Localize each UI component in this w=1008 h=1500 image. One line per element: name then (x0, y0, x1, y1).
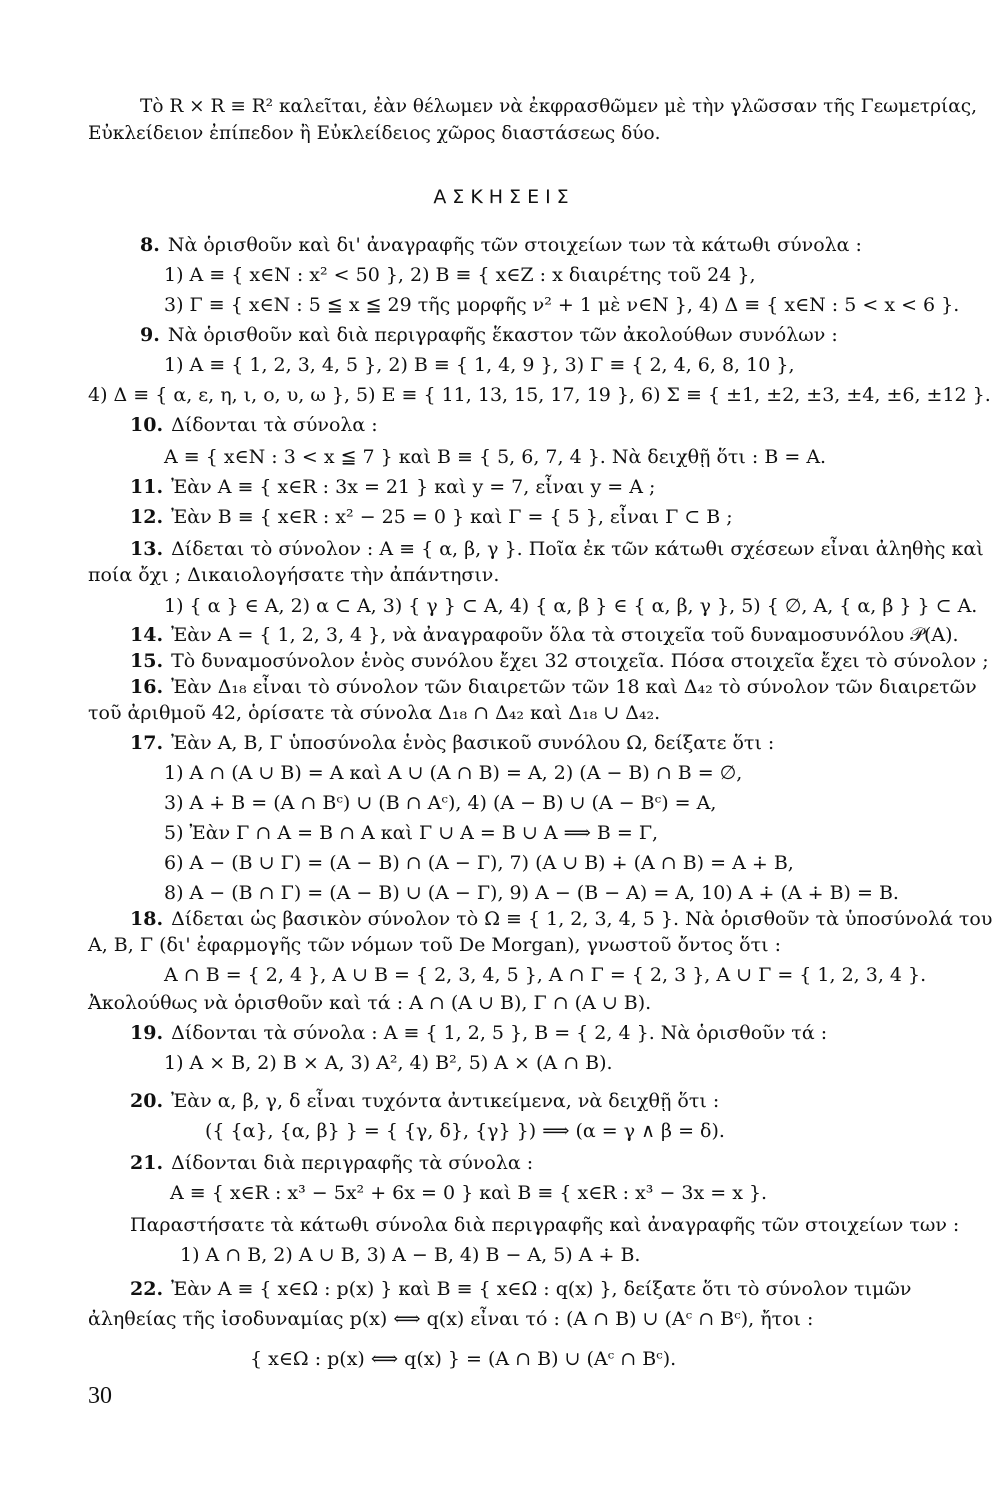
exercise-text: Τὸ δυναμοσύνολον ἑνὸς συνόλου ἔχει 32 στοιχεῖα. Πόσα στοιχεῖα ἔχει τὸ σύνολον ; (171, 650, 989, 672)
exercise-text: Δίδονται διὰ περιγραφῆς τὰ σύνολα : (171, 1152, 534, 1174)
exercise-text: 3) Γ ≡ { x∈N : 5 ≦ x ≦ 29 τῆς μορφῆς ν² + 1 μὲ ν∈N }, 4) Δ ≡ { x∈N : 5 < x < 6 }. (164, 294, 960, 316)
exercise-text: A ∩ B = { 2, 4 }, A ∪ B = { 2, 3, 4, 5 }, A ∩ Γ = { 2, 3 }, A ∪ Γ = { 1, 2, 3, 4 }. (164, 964, 927, 986)
exercise-number: 20. (130, 1090, 164, 1112)
exercise-line (250, 1346, 676, 1372)
exercise-text: 1) A ≡ { x∈N : x² < 50 }, 2) B ≡ { x∈Z : x διαιρέτης τοῦ 24 }, (164, 264, 756, 286)
exercise-text: Ἐὰν A ≡ { x∈R : 3x = 21 } καὶ y = 7, εἶναι y = A ; (171, 476, 656, 498)
intro-line-2: Εὐκλείδειον ἐπίπεδον ἢ Εὐκλείδειος χῶρος διαστάσεως δύο. (88, 123, 661, 144)
exercise-number: 16. (130, 676, 164, 698)
section-heading: ΑΣΚΗΣΕΙΣ (433, 186, 575, 208)
exercise-number: 10. (130, 414, 164, 436)
exercise-line (88, 562, 499, 588)
exercise-text: Νὰ ὁρισθοῦν καὶ δι' ἀναγραφῆς τῶν στοιχείων των τὰ κάτωθι σύνολα : (167, 234, 862, 256)
exercise-text: Ἐὰν B ≡ { x∈R : x² − 25 = 0 } καὶ Γ = { 5 }, εἶναι Γ ⊂ B ; (171, 506, 733, 528)
exercise-text: ({ {α}, {α, β} } = { {γ, δ}, {γ} }) ⟹ (α = γ ∧ β = δ). (205, 1120, 725, 1142)
exercise-line (180, 1242, 640, 1268)
exercise-line (130, 412, 378, 438)
exercise-text: Δίδονται τὰ σύνολα : A ≡ { 1, 2, 5 }, B = { 2, 4 }. Νὰ ὁρισθοῦν τά : (171, 1022, 828, 1044)
exercise-text: A ≡ { x∈R : x³ − 5x² + 6x = 0 } καὶ B ≡ { x∈R : x³ − 3x = x }. (170, 1182, 768, 1204)
exercise-line (130, 1150, 533, 1176)
exercise-text: 1) A ∩ B, 2) A ∪ B, 3) A − B, 4) B − A, 5) A ∔ B. (180, 1244, 641, 1266)
exercise-number: 13. (130, 538, 164, 560)
exercise-text: A, B, Γ (δι' ἐφαρμογῆς τῶν νόμων τοῦ De Morgan), γνωστοῦ ὄντος ὅτι : (88, 934, 781, 956)
exercise-number: 8. (140, 234, 160, 256)
exercise-number: 18. (130, 908, 164, 930)
exercise-line (164, 262, 755, 288)
exercise-text: { x∈Ω : p(x) ⟺ q(x) } = (A ∩ B) ∪ (Aᶜ ∩ Bᶜ). (250, 1348, 677, 1370)
exercise-text: Ἐὰν A, B, Γ ὑποσύνολα ἑνὸς βασικοῦ συνόλου Ω, δείξατε ὅτι : (171, 732, 775, 754)
exercise-text: 1) A × B, 2) B × A, 3) A², 4) B², 5) A × (A ∩ B). (164, 1052, 613, 1074)
exercise-number: 11. (130, 476, 164, 498)
exercise-text: 4) Δ ≡ { α, ε, η, ι, ο, υ, ω }, 5) E ≡ { 11, 13, 15, 17, 19 }, 6) Σ ≡ { ±1, ±2, ±3, ±4, ±6, ±12 }. (88, 384, 991, 406)
exercise-text: Δίδεται τὸ σύνολον : A ≡ { α, β, γ }. Ποῖα ἐκ τῶν κάτωθι σχέσεων εἶναι ἀληθὴς καὶ (171, 538, 984, 560)
exercise-line (130, 1212, 959, 1238)
exercise-text: 1) { α } ∈ A, 2) α ⊂ A, 3) { γ } ⊂ A, 4) { α, β } ∈ { α, β, γ }, 5) { ∅, A, { α, β } } ⊂ A. (164, 595, 978, 617)
exercise-line (164, 880, 899, 906)
exercise-number: 19. (130, 1022, 164, 1044)
exercise-text: Νὰ ὁρισθοῦν καὶ διὰ περιγραφῆς ἕκαστον τῶν ἀκολούθων συνόλων : (167, 324, 838, 346)
exercise-line (140, 322, 838, 348)
exercise-line (130, 906, 992, 932)
page-number: 30 (88, 1383, 112, 1409)
exercise-text: 1) A ≡ { 1, 2, 3, 4, 5 }, 2) B ≡ { 1, 4, 9 }, 3) Γ ≡ { 2, 4, 6, 8, 10 }, (164, 354, 795, 376)
exercise-line (164, 790, 716, 816)
exercise-line (164, 820, 658, 846)
exercise-line (130, 622, 959, 648)
exercise-line (164, 962, 926, 988)
intro-line-1: Τὸ R × R ≡ R² καλεῖται, ἐὰν θέλωμεν νὰ ἐκφρασθῶμεν μὲ τὴν γλῶσσαν τῆς Γεωμετρίας, (140, 96, 977, 117)
exercise-number: 17. (130, 732, 164, 754)
exercise-line (130, 1088, 719, 1114)
exercise-number: 21. (130, 1152, 164, 1174)
exercise-text: Δίδονται τὰ σύνολα : (171, 414, 378, 436)
exercise-text: Δίδεται ὡς βασικὸν σύνολον τὸ Ω ≡ { 1, 2, 3, 4, 5 }. Νὰ ὁρισθοῦν τὰ ὑποσύνολά του (171, 908, 993, 930)
exercise-line (130, 648, 989, 674)
exercise-line (88, 382, 991, 408)
exercise-line (164, 352, 794, 378)
exercise-line (130, 536, 984, 562)
exercise-line (88, 1306, 813, 1332)
exercise-text: Ἐὰν A = { 1, 2, 3, 4 }, νὰ ἀναγραφοῦν ὅλα τὰ στοιχεῖα τοῦ δυναμοσυνόλου 𝒫(A). (171, 624, 959, 646)
exercise-text: A ≡ { x∈N : 3 < x ≦ 7 } καὶ B ≡ { 5, 6, 7, 4 }. Νὰ δειχθῇ ὅτι : B = A. (164, 446, 827, 468)
exercise-line (170, 1180, 767, 1206)
exercise-number: 9. (140, 324, 160, 346)
exercise-line (164, 850, 794, 876)
exercise-line (130, 730, 774, 756)
exercise-text: 5) Ἐὰν Γ ∩ A = B ∩ A καὶ Γ ∪ A = B ∪ A ⟹ B = Γ, (164, 822, 659, 844)
exercise-number: 15. (130, 650, 164, 672)
exercise-line (205, 1118, 725, 1144)
exercise-line (164, 292, 959, 318)
exercise-text: 8) A − (B ∩ Γ) = (A − B) ∪ (A − Γ), 9) A − (B − A) = A, 10) A ∔ (A ∔ B) = B. (164, 882, 899, 904)
exercise-line (130, 474, 655, 500)
exercise-text: 1) A ∩ (A ∪ B) = A καὶ A ∪ (A ∩ B) = A, 2) (A − B) ∩ B = ∅, (164, 762, 743, 784)
exercise-line (88, 990, 651, 1016)
exercise-text: τοῦ ἀριθμοῦ 42, ὁρίσατε τὰ σύνολα Δ₁₈ ∩ Δ₄₂ καὶ Δ₁₈ ∪ Δ₄₂. (88, 702, 661, 724)
exercise-line (164, 1050, 613, 1076)
exercise-line (140, 232, 862, 258)
exercise-number: 12. (130, 506, 164, 528)
exercise-line (130, 674, 977, 700)
exercise-line (164, 760, 742, 786)
exercise-text: ἀληθείας τῆς ἰσοδυναμίας p(x) ⟺ q(x) εἶναι τό : (A ∩ B) ∪ (Aᶜ ∩ Bᶜ), ἤτοι : (88, 1308, 814, 1330)
exercise-line (88, 932, 781, 958)
exercise-line (164, 593, 977, 619)
exercise-text: Ἐὰν α, β, γ, δ εἶναι τυχόντα ἀντικείμενα, νὰ δειχθῇ ὅτι : (171, 1090, 720, 1112)
exercise-line (130, 504, 733, 530)
exercise-line (88, 700, 660, 726)
exercise-line (130, 1020, 827, 1046)
exercise-number: 22. (130, 1278, 164, 1300)
exercise-number: 14. (130, 624, 164, 646)
exercise-text: Ἐὰν A ≡ { x∈Ω : p(x) } καὶ B ≡ { x∈Ω : q(x) }, δείξατε ὅτι τὸ σύνολον τιμῶν (171, 1278, 912, 1300)
exercise-line (164, 444, 826, 470)
exercise-line (130, 1276, 911, 1302)
exercise-text: 6) A − (B ∪ Γ) = (A − B) ∩ (A − Γ), 7) (A ∪ B) ∔ (A ∩ B) = A ∔ B, (164, 852, 794, 874)
exercise-text: ποία ὄχι ; Δικαιολογήσατε τὴν ἀπάντησιν. (88, 564, 500, 586)
exercise-text: 3) A ∔ B = (A ∩ Bᶜ) ∪ (B ∩ Aᶜ), 4) (A − B) ∪ (A − Bᶜ) = A, (164, 792, 717, 814)
exercise-text: Παραστήσατε τὰ κάτωθι σύνολα διὰ περιγραφῆς καὶ ἀναγραφῆς τῶν στοιχείων των : (130, 1214, 960, 1236)
exercise-text: Ἀκολούθως νὰ ὁρισθοῦν καὶ τά : A ∩ (A ∪ B), Γ ∩ (A ∪ B). (88, 992, 652, 1014)
exercise-text: Ἐὰν Δ₁₈ εἶναι τὸ σύνολον τῶν διαιρετῶν τῶν 18 καὶ Δ₄₂ τὸ σύνολον τῶν διαιρετῶν (171, 676, 977, 698)
